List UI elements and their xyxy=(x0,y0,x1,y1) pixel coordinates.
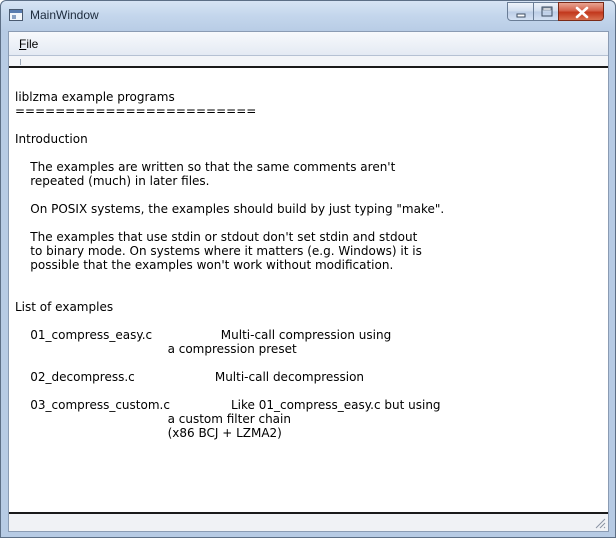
maximize-button[interactable] xyxy=(533,2,559,21)
status-bar xyxy=(9,512,608,531)
document-text: liblzma example programs ======================== Introduction The examples are written so that the same comments aren't repeated (much) in later files. On POSIX systems, the examples should build by just typing "make". The examples that use stdin or stdout don't set stdin and stdout to binary mode. On systems where it matters (e.g. Windows) it is possible that the examples won't work without modification. List of examples 01_compress_easy.c Multi-call compression using a compression preset 02_decompress.c Multi-call decompression 03_compress_custom.c Like 01_compress_easy.c but using a custom filter chain (x86 BCJ + LZMA2) xyxy=(15,90,445,440)
minimize-button[interactable] xyxy=(507,2,534,21)
maximize-icon xyxy=(534,3,560,22)
text-view[interactable] xyxy=(9,70,608,507)
menu-file-label: ile xyxy=(26,37,39,51)
menu-bar xyxy=(9,32,608,56)
menu-file-mnemonic: F xyxy=(19,37,27,51)
window-icon xyxy=(9,9,23,21)
close-button[interactable] xyxy=(558,2,604,21)
toolbar-grip-handle[interactable] xyxy=(20,59,21,65)
close-icon xyxy=(559,3,605,22)
title-bar[interactable] xyxy=(1,1,615,30)
menu-file[interactable] xyxy=(15,36,42,52)
window-title: MainWindow xyxy=(30,8,99,22)
resize-grip-icon[interactable] xyxy=(594,517,606,529)
minimize-icon xyxy=(508,3,535,22)
toolbar xyxy=(9,56,608,68)
client-area xyxy=(8,31,609,532)
